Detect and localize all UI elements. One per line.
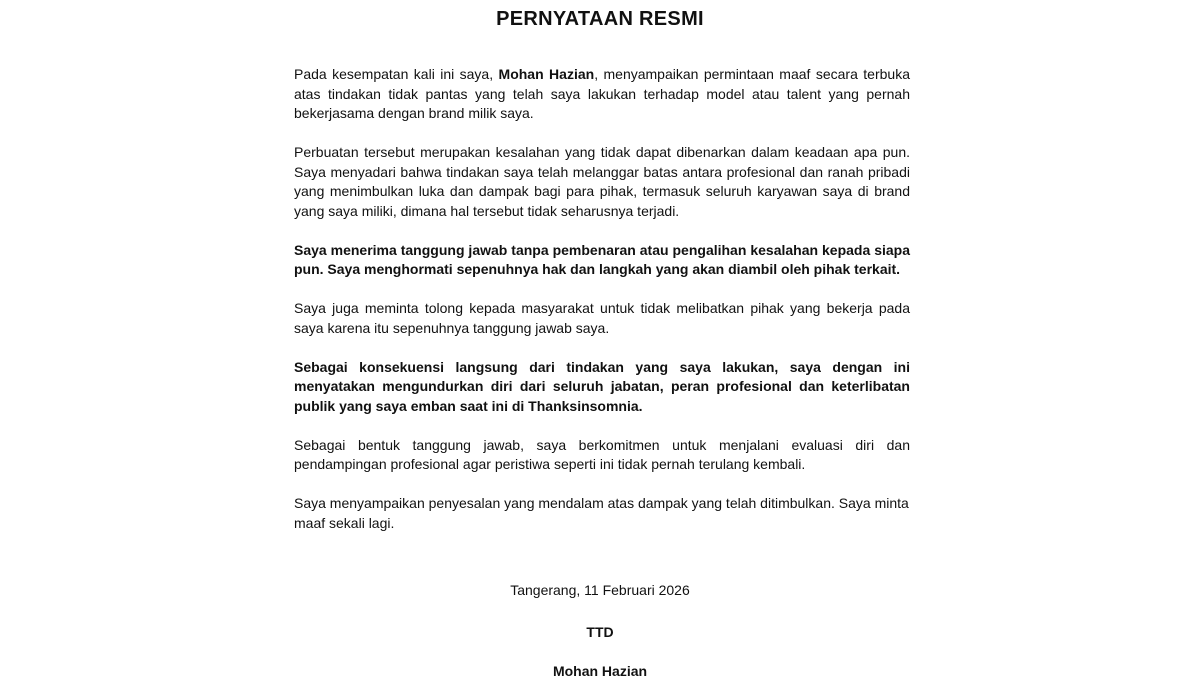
paragraph-acknowledgement: Perbuatan tersebut merupakan kesalahan yang tidak dapat dibenarkan dalam keadaan apa pun. Saya menyadari bahwa tindakan saya telah melanggar batas antara profesional dan ranah pribadi yang menimbulkan luka dan dampak bagi para pihak, termasuk seluruh karyawan saya di brand yang saya miliki, dimana hal tersebut tidak seharusnya terjadi. — [294, 144, 910, 219]
signature-label: TTD — [586, 624, 614, 640]
paragraph-commitment: Sebagai bentuk tanggung jawab, saya berkomitmen untuk menjalani evaluasi diri dan pendampingan profesional agar peristiwa seperti ini tidak pernah terulang kembali. — [294, 436, 910, 472]
paragraph-closing-apology: Saya menyampaikan penyesalan yang mendalam atas dampak yang telah ditimbulkan. Saya minta maaf sekali lagi. — [294, 495, 909, 531]
document-title: PERNYATAAN RESMI — [496, 8, 704, 30]
paragraph-request-public: Saya juga meminta tolong kepada masyarakat untuk tidak melibatkan pihak yang bekerja pada saya karena itu sepenuhnya tanggung jawab saya. — [294, 300, 910, 336]
document-body — [294, 65, 910, 553]
paragraph-apology-lead: Pada kesempatan kali ini saya, — [294, 66, 499, 82]
paragraph-responsibility: Saya menerima tanggung jawab tanpa pembenaran atau pengalihan kesalahan kepada siapa pun. Saya menghormati sepenuhnya hak dan langkah yang akan diambil oleh pihak terkait. — [294, 241, 910, 277]
paragraph-apology-rest: , menyampaikan permintaan maaf secara terbuka atas tindakan tidak pantas yang telah saya lakukan terhadap model atau talent yang pernah bekerjasama dengan brand milik saya. — [294, 66, 910, 121]
paragraph-apology — [294, 65, 910, 124]
paragraph-resignation: Sebagai konsekuensi langsung dari tindakan yang saya lakukan, saya dengan ini menyatakan mengundurkan diri dari seluruh jabatan, peran profesional dan keterlibatan publik yang saya emban saat ini di Thanksinsomnia. — [294, 358, 910, 414]
signer-name: Mohan Hazian — [552, 663, 648, 679]
place-date: Tangerang, 11 Februari 2026 — [510, 582, 690, 598]
author-name-inline: Mohan Hazian — [498, 66, 595, 82]
